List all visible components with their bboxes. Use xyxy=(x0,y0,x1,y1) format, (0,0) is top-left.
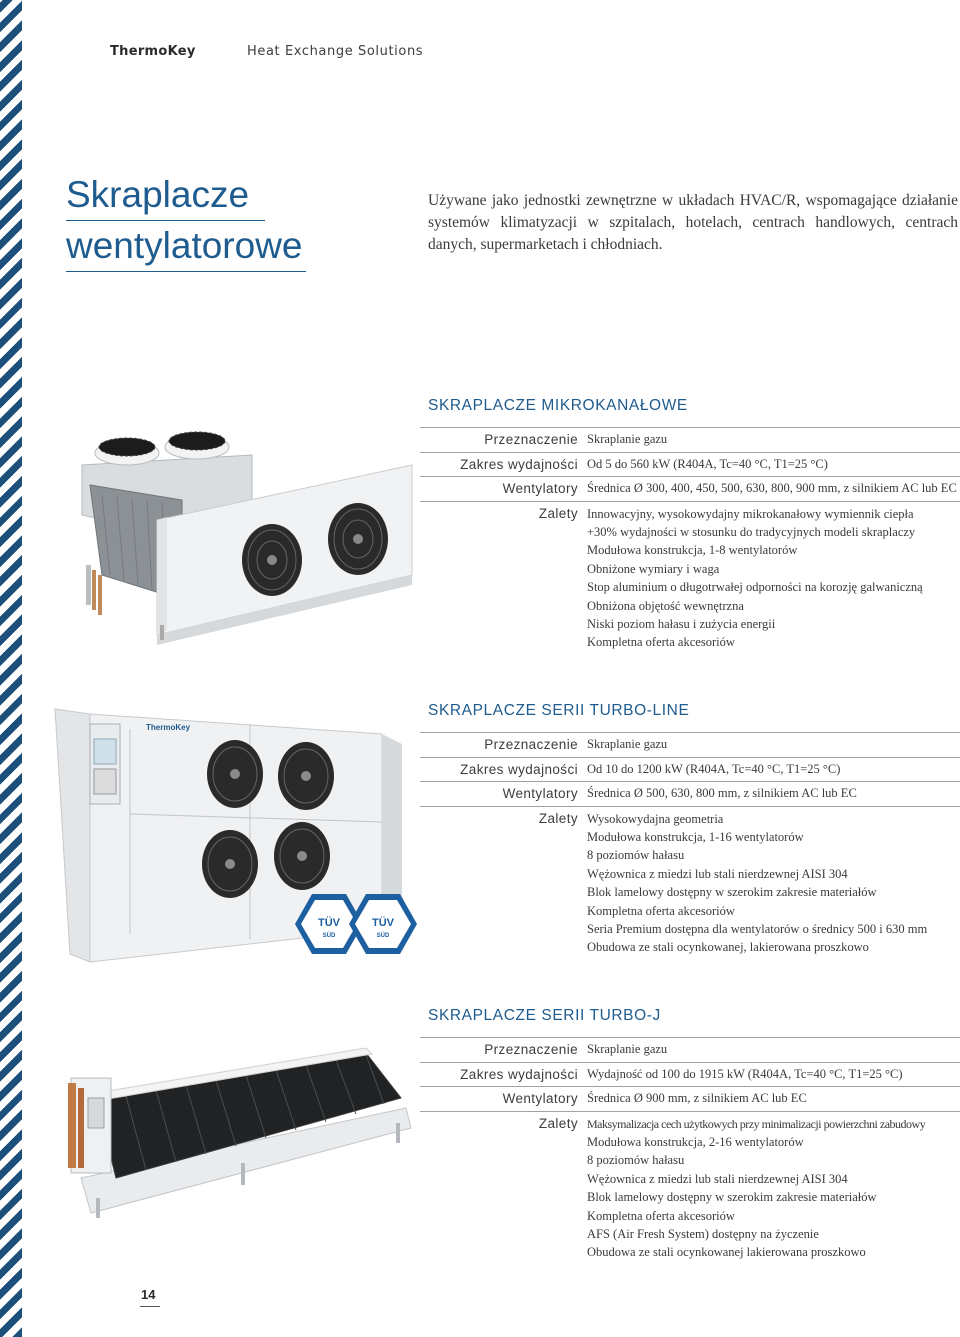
spec-label: Przeznaczenie xyxy=(484,1042,578,1057)
brand-tagline: Heat Exchange Solutions xyxy=(247,44,424,59)
spec-table-turbo-line xyxy=(420,732,960,957)
spec-value: Średnica Ø 300, 400, 450, 500, 630, 800, 900 mm, z silnikiem AC lub EC xyxy=(587,481,957,495)
brand-name: ThermoKey xyxy=(110,44,196,59)
spec-table-turbo-j xyxy=(420,1037,960,1262)
spec-label: Zakres wydajności xyxy=(460,1066,578,1082)
spec-value: Skraplanie gazu xyxy=(587,1042,668,1056)
title-line-2: wentylatorowe xyxy=(66,221,306,272)
spec-row xyxy=(420,758,960,782)
spec-value: Średnica Ø 900 mm, z silnikiem AC lub EC xyxy=(587,1091,807,1105)
advantage-item: Blok lamelowy dostępny w szerokim zakresie materiałów xyxy=(587,1190,877,1205)
spec-row xyxy=(420,502,960,652)
advantage-item: Maksymalizacja cech użytkowych przy minimalizacji powierzchni zabudowy xyxy=(587,1116,926,1131)
spec-value-list xyxy=(587,1115,960,1262)
advantage-item: Kompletna oferta akcesoriów xyxy=(587,1208,735,1223)
svg-text:SÜD: SÜD xyxy=(376,933,390,939)
spec-row xyxy=(420,733,960,757)
spec-label: Zakres wydajności xyxy=(460,761,578,777)
spec-value: Średnica Ø 500, 630, 800 mm, z silnikiem AC lub EC xyxy=(587,786,857,800)
advantage-item: Obniżone wymiary i waga xyxy=(587,561,720,576)
microchannel-condenser-image xyxy=(62,425,418,645)
product-logo-text: ThermoKey xyxy=(146,723,191,732)
advantage-item: Seria Premium dostępna dla wentylatorów o średnicy 500 i 630 mm xyxy=(587,921,928,936)
advantage-item: Niski poziom hałasu i zużycia energii xyxy=(587,616,776,631)
section-title-microchannel: SKRAPLACZE MIKROKANAŁOWE xyxy=(428,397,688,414)
advantage-item: Wężownica z miedzi lub stali nierdzewnej AISI 304 xyxy=(587,866,848,881)
spec-label: Zakres wydajności xyxy=(460,456,578,472)
section-title-turbo-j: SKRAPLACZE SERII TURBO-J xyxy=(428,1007,661,1024)
advantage-item: Kompletna oferta akcesoriów xyxy=(587,635,735,650)
spec-label: Wentylatory xyxy=(502,1091,578,1106)
advantage-item: +30% wydajności w stosunku do tradycyjnych modeli skraplaczy xyxy=(587,524,916,539)
decorative-stripe xyxy=(0,0,22,1337)
advantage-item: Innowacyjny, wysokowydajny mikrokanałowy wymiennik ciepła xyxy=(587,506,914,521)
svg-text:TÜV: TÜV xyxy=(372,917,394,929)
advantage-item: Obudowa ze stali ocynkowanej lakierowana proszkowo xyxy=(587,1245,866,1260)
page-header xyxy=(110,44,424,59)
spec-row xyxy=(420,807,960,957)
page-number-underline xyxy=(140,1306,160,1307)
section-title-turbo-line: SKRAPLACZE SERII TURBO-LINE xyxy=(428,702,690,719)
spec-label: Wentylatory xyxy=(502,786,578,801)
spec-row xyxy=(420,477,960,501)
spec-row xyxy=(420,1112,960,1262)
turbo-j-condenser-image xyxy=(66,1038,420,1220)
page-number: 14 xyxy=(141,1287,156,1302)
spec-label: Zalety xyxy=(538,1115,578,1131)
turbo-line-condenser-image xyxy=(50,704,420,969)
spec-value: Skraplanie gazu xyxy=(587,432,668,446)
spec-row xyxy=(420,1038,960,1062)
advantage-item: Modułowa konstrukcja, 1-16 wentylatorów xyxy=(587,829,804,844)
advantage-item: AFS (Air Fresh System) dostępny na życzenie xyxy=(587,1226,819,1241)
advantage-item: 8 poziomów hałasu xyxy=(587,1153,685,1168)
spec-value: Wydajność od 100 do 1915 kW (R404A, Tc=40 °C, T1=25 °C) xyxy=(587,1066,903,1081)
advantage-item: Blok lamelowy dostępny w szerokim zakresie materiałów xyxy=(587,885,877,900)
advantage-item: Obniżona objętość wewnętrzna xyxy=(587,598,744,613)
advantage-item: Wysokowydajna geometria xyxy=(587,811,724,826)
spec-value: Skraplanie gazu xyxy=(587,737,668,751)
advantage-item: Stop aluminium o długotrwałej odporności na korozję galwaniczną xyxy=(587,580,923,595)
spec-label: Zalety xyxy=(538,505,578,521)
title-line-1: Skraplacze xyxy=(66,170,265,221)
page-title xyxy=(66,170,306,272)
advantage-item: 8 poziomów hałasu xyxy=(587,848,685,863)
intro-paragraph: Używane jako jednostki zewnętrzne w układach HVAC/R, wspomagające działanie systemów klimatyzacji w szpitalach, hotelach, centrach handlowych, centrach danych, supermarketach i chłodniach. xyxy=(428,192,958,253)
spec-value: Od 10 do 1200 kW (R404A, Tc=40 °C, T1=25 °C) xyxy=(587,761,841,776)
advantage-item: Kompletna oferta akcesoriów xyxy=(587,903,735,918)
spec-value: Od 5 do 560 kW (R404A, Tc=40 °C, T1=25 °C) xyxy=(587,456,828,471)
spec-row xyxy=(420,428,960,452)
advantage-item: Modułowa konstrukcja, 1-8 wentylatorów xyxy=(587,543,798,558)
spec-row xyxy=(420,1063,960,1087)
spec-row xyxy=(420,453,960,477)
spec-value-list xyxy=(587,810,960,957)
svg-text:SÜD: SÜD xyxy=(322,933,336,939)
advantage-item: Wężownica z miedzi lub stali nierdzewnej AISI 304 xyxy=(587,1171,848,1186)
spec-label: Przeznaczenie xyxy=(484,432,578,447)
advantage-item: Modułowa konstrukcja, 2-16 wentylatorów xyxy=(587,1134,804,1149)
spec-label: Wentylatory xyxy=(502,481,578,496)
spec-table-microchannel xyxy=(420,427,960,652)
spec-label: Zalety xyxy=(538,810,578,826)
spec-row xyxy=(420,1087,960,1111)
svg-text:TÜV: TÜV xyxy=(318,917,340,929)
spec-label: Przeznaczenie xyxy=(484,737,578,752)
spec-value-list xyxy=(587,505,960,652)
spec-row xyxy=(420,782,960,806)
advantage-item: Obudowa ze stali ocynkowanej, lakierowana proszkowo xyxy=(587,940,869,955)
